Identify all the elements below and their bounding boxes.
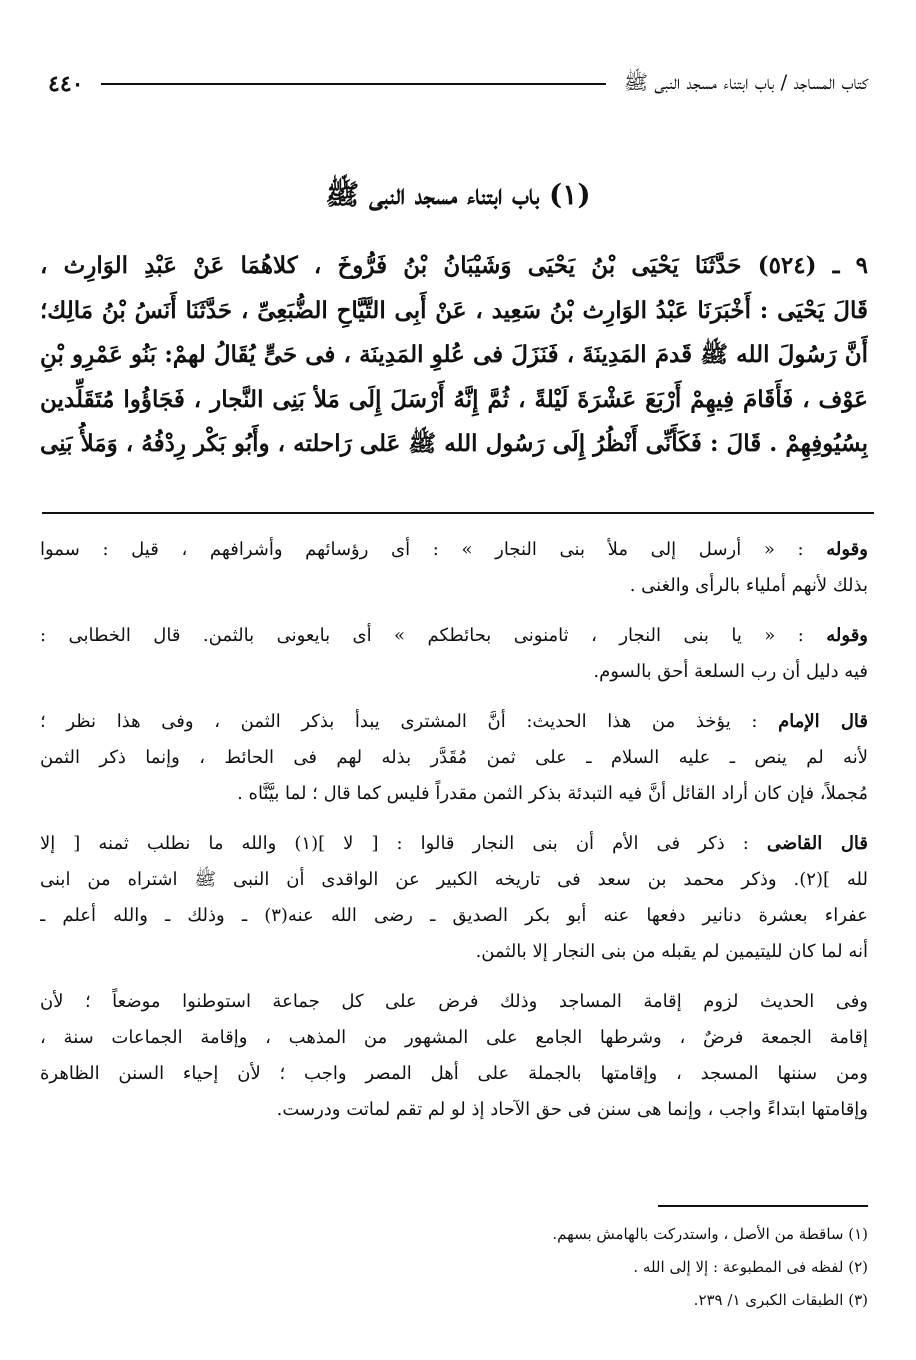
hadith-line: ٩ ـ (٥٢٤) حَدَّثَنَا يَحْيَى بْنُ يَحْيَى وَشَيْبَانُ بْنُ فَرُّوخَ ، كلاهُمَا عَنْ عَبْدِ الوَارِث ، [40,252,868,279]
commentary-line: مُجملاً، فإن كان أراد القائل أنَّ فيه التبدئة بذكر الثمن مقدراً فليس كما قال ؛ لما بيَّنَّاه . [237,783,868,804]
hadith-line: قَالَ يَحْيَى : أَخْبَرَنَا عَبْدُ الوَارِث بْنُ سَعِيد ، عَنْ أَبِى التَّيَّاحِ الضُّبَعِىِّ ، حَدَّثَنَا أَنَسُ بْنُ مَالِك؛ [40,296,868,324]
commentary-line: وفى الحديث لزوم إقامة المساجد وذلك فرض على كل جماعة استوطنوا موضعاً ؛ لأن [40,991,868,1012]
commentary-line: ومن سننها المسجد ، وإقامتها بالجملة على أهل المصر واجب ؛ لأن إحياء السنن الظاهرة [40,1063,868,1084]
commentary-line: فيه دليل أن رب السلعة أحق بالسوم. [593,661,868,682]
hadith-line: أَنَّ رَسُولَ الله ﷺ قَدمَ المَدِينَةَ ، فَنَزَلَ فى عُلوِ المَدِينَة ، فى حَىٍّ يُقَالُ لهمْ: بَنُو عَمْرِو بْنِ [40,341,868,368]
hadith-line: بِسُيُوفِهِمْ . قَالَ : فَكَأَنِّى أَنْظُرُ إِلَى رَسُول الله ﷺ عَلى رَاحلته ، وأَبُو بَكْر رِدْفُهُ ، وَمَلأُ بَنِى [40,430,868,457]
commentary-line: لأنه لم ينص ـ عليه السلام ـ على ثمن مُقَدَّر بذله لهم فى الحائط ، وإنما ذكر الثمن [40,747,868,768]
commentary-line: لله ](٢). وذكر محمد بن سعد فى تاريخه الكبير عن الواقدى أن النبى ﷺ اشتراه من ابنى [40,869,868,890]
paragraph-lead: قال الإمام [778,711,868,732]
paragraph-lead: قال القاضى [766,833,868,854]
commentary-line: قال القاضى : ذكر فى الأم أن بنى النجار قالوا : [ لا ](١) والله ما نطلب ثمنه [ إلا [40,833,868,854]
commentary-line: وقوله : « أرسل إلى ملأ بنى النجار » : أى رؤسائهم وأشرافهم ، قيل : سموا [40,539,868,560]
footnote: (٣) الطبقات الكبرى ١/ ٢٣٩. [693,1291,868,1309]
commentary-paragraph [40,704,868,812]
paragraph-lead: وقوله [826,539,868,560]
commentary-line: قال الإمام : يؤخذ من هذا الحديث: أنَّ المشترى يبدأ بذكر الثمن ، وفى هذا نظر ؛ [40,711,868,732]
commentary [40,532,868,1142]
hadith-line: عَوْف ، فَأَقَامَ فِيهِمْ أَرْبَعَ عَشْرَةَ لَيْلةً ، ثُمَّ إِنَّهُ أَرْسَلَ إِلَى مَلأ بَنِى النَّجار ، فَجَاؤُوا مُتَقَلِّدين [40,385,868,413]
footnotes [300,1218,868,1317]
commentary-line: وإقامتها ابتداءً واجب ، وإنما هى سنن فى حق الآحاد إذ لو لم تقم لماتت ودرست. [276,1099,868,1120]
page-number: ٤٤٠ [48,71,84,97]
commentary-paragraph [40,532,868,604]
commentary-paragraph [40,984,868,1128]
commentary-line: وقوله : « يا بنى النجار ، ثامنونى بحائطكم » أى بايعونى بالثمن. قال الخطابى : [40,625,868,646]
commentary-paragraph [40,618,868,690]
footnote: (١) ساقطة من الأصل ، واستدركت بالهامش بسهم. [552,1225,868,1243]
footnote: (٢) لفظه فى المطبوعة : إلا إلى الله . [633,1258,868,1276]
footnote-rule [658,1205,868,1207]
chapter-heading: (١) باب ابتناء مسجد النبى ﷺ [325,178,591,211]
hadith-text [40,244,868,467]
commentary-line: أنه لما كان لليتيمين لم يقبله من بنى النجار إلا بالثمن. [475,941,868,962]
running-title: كتاب المساجد / باب ابتناء مسجد النبى ﷺ [623,69,868,94]
commentary-line: عفراء بعشرة دنانير دفعها عنه أبو بكر الصديق ـ رضى الله عنه(٣) ـ وذلك ـ والله أعلم ـ [40,905,868,926]
header-rule [101,83,605,85]
commentary-paragraph [40,826,868,970]
paragraph-lead: وقوله [826,625,868,646]
section-divider [42,512,874,514]
commentary-line: بذلك لأنهم أملياء بالرأى والغنى . [629,575,868,596]
commentary-line: إقامة الجمعة فرضٌ ، وشرطها الجامع على المشهور من المذهب ، وإقامة الجماعات سنة ، [40,1027,868,1048]
running-header [48,64,868,104]
